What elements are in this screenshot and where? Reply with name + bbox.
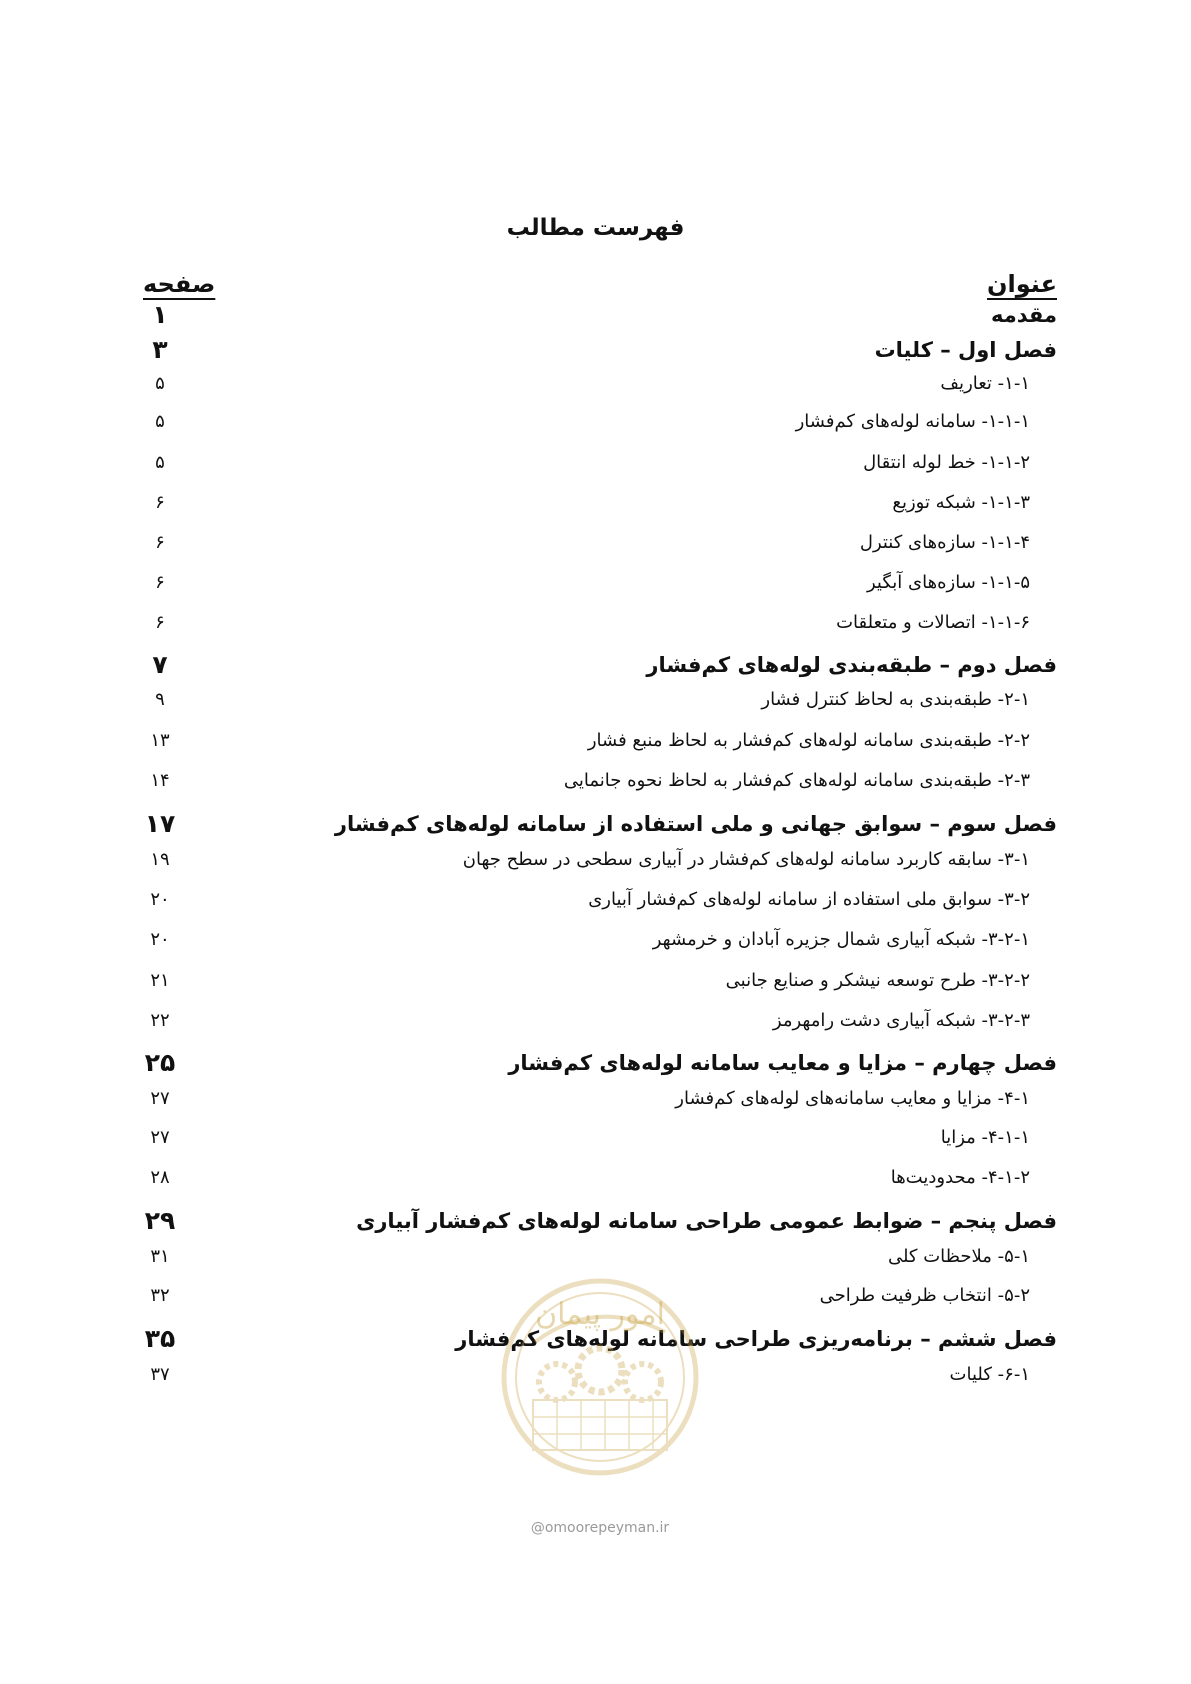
entry-page-number: ۱۷ (144, 809, 176, 838)
entry-title: فصل اول – کلیات (874, 338, 1057, 362)
entry-title: ۱-۱-۴- سازه‌های کنترل (859, 532, 1030, 553)
column-header-page: صفحه (143, 270, 216, 298)
entry-page-number: ۲۱ (150, 970, 170, 991)
entry-page-number: ۲۹ (144, 1206, 176, 1235)
section-entry (0, 364, 1191, 404)
svg-text:امور پیمان: امور پیمان (535, 1297, 665, 1332)
section-entry (0, 1118, 1191, 1158)
entry-page-number: ۳ (152, 335, 168, 364)
entry-title: فصل پنجم – ضوابط عمومی طراحی سامانه لوله‌های کم‌فشار آبیاری (356, 1209, 1057, 1233)
entry-page-number: ۱۳ (150, 730, 170, 751)
page-title: فهرست مطالب (506, 215, 685, 241)
entry-page-number: ۲۸ (150, 1167, 170, 1188)
entry-title: مقدمه (991, 303, 1057, 327)
section-entry (0, 443, 1191, 483)
entry-title: ۳-۲-۳- شبکه آبیاری دشت رامهرمز (772, 1010, 1030, 1031)
entry-page-number: ۲۰ (150, 929, 170, 950)
section-entry (0, 1001, 1191, 1041)
entry-page-number: ۲۵ (144, 1048, 176, 1077)
entry-title: ۴-۱-۱- مزایا (940, 1127, 1030, 1148)
entry-title: ۱-۱-۱- سامانه لوله‌های کم‌فشار (795, 411, 1030, 432)
section-entry (0, 680, 1191, 720)
section-entry (0, 563, 1191, 603)
section-entry (0, 920, 1191, 960)
entry-page-number: ۲۰ (150, 889, 170, 910)
section-entry (0, 880, 1191, 920)
column-header-title: عنوان (987, 270, 1057, 298)
entry-page-number: ۶ (155, 532, 165, 553)
section-entry (0, 1158, 1191, 1198)
entry-title: ۱-۱-۳- شبکه توزیع (892, 492, 1030, 513)
entry-title: ۲-۲- طبقه‌بندی سامانه لوله‌های کم‌فشار به لحاظ منبع فشار (587, 730, 1030, 751)
entry-page-number: ۶ (155, 612, 165, 633)
entry-title: ۱-۱-۵- سازه‌های آبگیر (866, 572, 1030, 593)
entry-page-number: ۶ (155, 572, 165, 593)
section-entry (0, 1237, 1191, 1277)
entry-page-number: ۳۵ (144, 1324, 176, 1353)
entry-title: ۱-۱-۶- اتصالات و متعلقات (836, 612, 1030, 633)
entry-page-number: ۱ (152, 300, 168, 329)
section-entry (0, 523, 1191, 563)
section-entry (0, 840, 1191, 880)
entry-title: ۵-۱- ملاحظات کلی (887, 1246, 1030, 1267)
entry-page-number: ۳۱ (150, 1246, 170, 1267)
entry-page-number: ۱۴ (150, 770, 170, 791)
section-entry (0, 1355, 1191, 1395)
entry-title: ۱-۱- تعاریف (940, 373, 1030, 394)
entry-title: ۳-۱- سابقه کاربرد سامانه لوله‌های کم‌فشار در آبیاری سطحی در سطح جهان (462, 849, 1030, 870)
entry-page-number: ۳۲ (150, 1285, 170, 1306)
entry-page-number: ۱۹ (150, 849, 170, 870)
chapter-entry (0, 1201, 1191, 1241)
section-entry (0, 721, 1191, 761)
entry-page-number: ۷ (152, 650, 168, 679)
entry-title: ۳-۲-۱- شبکه آبیاری شمال جزیره آبادان و خرمشهر (652, 929, 1030, 950)
entry-title: فصل سوم – سوابق جهانی و ملی استفاده از سامانه لوله‌های کم‌فشار (334, 812, 1057, 836)
section-entry (0, 483, 1191, 523)
entry-title: ۲-۳- طبقه‌بندی سامانه لوله‌های کم‌فشار به لحاظ نحوه جانمایی (563, 770, 1030, 791)
entry-title: ۶-۱- کلیات (949, 1364, 1030, 1385)
chapter-entry (0, 645, 1191, 685)
watermark-url: @omoorepeyman.ir (530, 1520, 670, 1536)
entry-title: فصل دوم – طبقه‌بندی لوله‌های کم‌فشار (646, 653, 1057, 677)
chapter-entry (0, 295, 1191, 335)
entry-title: فصل ششم – برنامه‌ریزی طراحی سامانه لوله‌های کم‌فشار (455, 1327, 1057, 1351)
section-entry (0, 1276, 1191, 1316)
chapter-entry (0, 1319, 1191, 1359)
section-entry (0, 961, 1191, 1001)
entry-title: ۲-۱- طبقه‌بندی به لحاظ کنترل فشار (761, 689, 1030, 710)
section-entry (0, 402, 1191, 442)
entry-title: ۳-۲-۲- طرح توسعه نیشکر و صنایع جانبی (725, 970, 1030, 991)
entry-title: ۴-۱- مزایا و معایب سامانه‌های لوله‌های کم‌فشار (675, 1088, 1030, 1109)
entry-title: ۵-۲- انتخاب ظرفیت طراحی (819, 1285, 1030, 1306)
section-entry (0, 761, 1191, 801)
chapter-entry (0, 1043, 1191, 1083)
entry-title: ۳-۲- سوابق ملی استفاده از سامانه لوله‌های کم‌فشار آبیاری (588, 889, 1030, 910)
entry-title: ۴-۱-۲- محدودیت‌ها (890, 1167, 1030, 1188)
entry-page-number: ۵ (155, 411, 165, 432)
section-entry (0, 603, 1191, 643)
entry-page-number: ۲۲ (150, 1010, 170, 1031)
entry-page-number: ۵ (155, 452, 165, 473)
entry-title: ۱-۱-۲- خط لوله انتقال (863, 452, 1030, 473)
entry-page-number: ۶ (155, 492, 165, 513)
chapter-entry (0, 804, 1191, 844)
entry-page-number: ۲۷ (150, 1127, 170, 1148)
entry-page-number: ۳۷ (150, 1364, 170, 1385)
entry-page-number: ۹ (155, 689, 165, 710)
entry-page-number: ۲۷ (150, 1088, 170, 1109)
entry-page-number: ۵ (155, 373, 165, 394)
section-entry (0, 1079, 1191, 1119)
entry-title: فصل چهارم – مزایا و معایب سامانه لوله‌های کم‌فشار (508, 1051, 1057, 1075)
